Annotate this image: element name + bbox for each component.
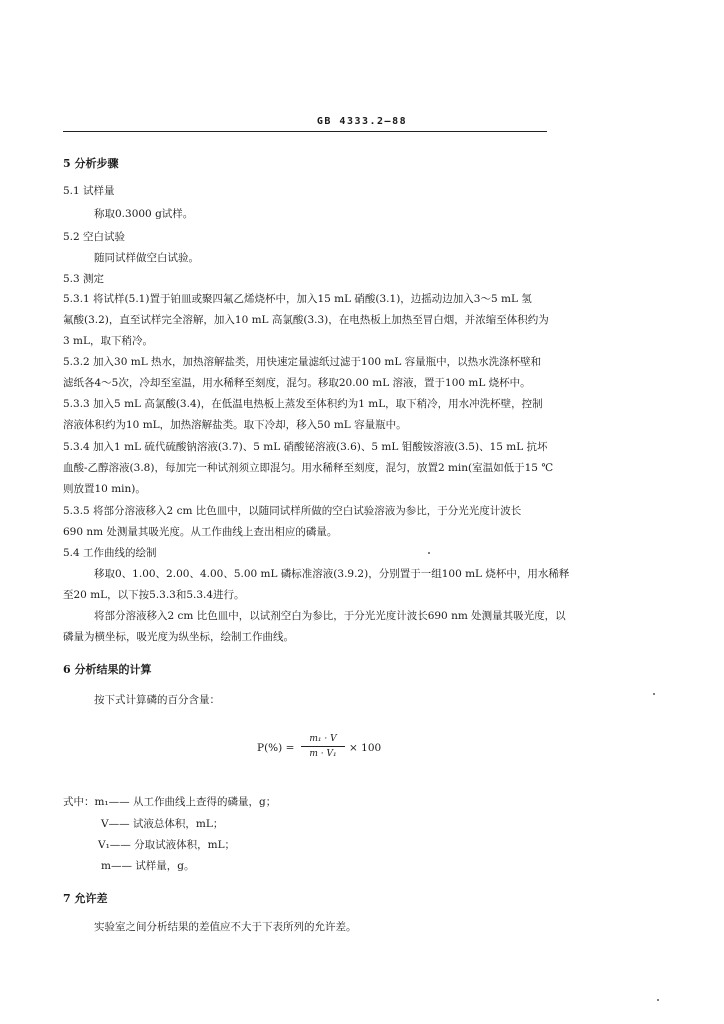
formula-numerator: m₁ · V — [309, 734, 337, 744]
section-5-3-1-line: 氟酸(3.2)，直至试样完全溶解，加入10 mL 高氯酸(3.3)，在电热板上加热至冒白烟，并浓缩至体积约为 — [63, 314, 549, 326]
formula-fraction — [301, 733, 345, 760]
formula-lhs: P(%) = — [257, 742, 295, 754]
section-5-3-2-line: 5.3.2 加入30 mL 热水，加热溶解盐类，用快速定量滤纸过滤于100 mL 容量瓶中，以热水洗涤杯壁和 — [63, 356, 542, 368]
section-7-title: 7 允许差 — [63, 892, 108, 905]
scan-speck — [653, 693, 655, 695]
standard-number-header: GB 4333.2—88 — [316, 116, 408, 127]
section-5-3-2-line: 滤纸各4～5次，冷却至室温，用水稀释至刻度，混匀。移取20.00 mL 溶液，置于100 mL 烧杯中。 — [63, 377, 531, 389]
section-5-4-para-2-line: 磷量为横坐标，吸光度为纵坐标，绘制工作曲线。 — [63, 631, 294, 643]
section-5-3-4-line: 5.3.4 加入1 mL 硫代硫酸钠溶液(3.7)、5 mL 硝酸铋溶液(3.6)、5 mL 钼酸铵溶液(3.5)、15 mL 抗坏 — [63, 441, 548, 453]
symbol-definition: V₁—— 分取试液体积，mL； — [98, 839, 236, 851]
section-6-title: 6 分析结果的计算 — [63, 663, 152, 676]
symbol-definition: 式中：m₁—— 从工作曲线上查得的磷量，g； — [63, 796, 277, 808]
scan-speck — [657, 999, 659, 1001]
section-5-2-title: 5.2 空白试验 — [63, 231, 126, 243]
section-5-4-para-1-line: 至20 mL，以下按5.3.3和5.3.4进行。 — [63, 589, 245, 601]
section-5-4-title: 5.4 工作曲线的绘制 — [63, 547, 157, 559]
section-5-1-title: 5.1 试样量 — [63, 185, 115, 197]
section-5-2-body: 随同试样做空白试验。 — [94, 252, 199, 264]
section-5-3-5-line: 5.3.5 将部分溶液移入2 cm 比色皿中，以随同试样所做的空白试验溶液为参比，于分光光度计波长 — [63, 505, 522, 517]
section-5-1-body: 称取0.3000 g试样。 — [94, 208, 194, 220]
fraction-bar — [301, 746, 345, 747]
section-5-3-4-line: 则放置10 min)。 — [63, 483, 146, 495]
section-5-4-para-2-line: 将部分溶液移入2 cm 比色皿中，以试剂空白为参比，于分光光度计波长690 nm 处测量其吸光度，以 — [94, 610, 566, 622]
section-5-3-5-line: 690 nm 处测量其吸光度。从工作曲线上查出相应的磷量。 — [63, 526, 338, 538]
formula-rhs: × 100 — [349, 742, 382, 754]
section-5-4-para-1-line: 移取0、1.00、2.00、4.00、5.00 mL 磷标准溶液(3.9.2)，分别置于一组100 mL 烧杯中，用水稀释 — [94, 568, 570, 580]
section-6-intro: 按下式计算磷的百分含量： — [94, 694, 220, 706]
symbol-definition: m—— 试样量，g。 — [101, 860, 195, 872]
header-rule — [63, 131, 547, 132]
section-5-3-3-line: 5.3.3 加入5 mL 高氯酸(3.4)，在低温电热板上蒸发至体积约为1 mL，取下稍冷，用水冲洗杯壁，控制 — [63, 398, 543, 410]
section-5-3-1-line: 3 mL，取下稍冷。 — [63, 335, 153, 347]
section-5-3-title: 5.3 测定 — [63, 273, 105, 285]
section-5-3-3-line: 溶液体积约为10 mL，加热溶解盐类。取下冷却，移入50 mL 容量瓶中。 — [63, 419, 407, 431]
section-7-body: 实验室之间分析结果的差值应不大于下表所列的允许差。 — [94, 921, 357, 933]
section-5-3-4-line: 血酸-乙醇溶液(3.8)，每加完一种试剂须立即混匀。用水稀释至刻度，混匀，放置2 min(室温如低于15 ℃ — [63, 462, 554, 474]
symbol-definition: V—— 试液总体积，mL； — [101, 818, 224, 830]
section-5-3-1-line: 5.3.1 将试样(5.1)置于铂皿或聚四氟乙烯烧杯中，加入15 mL 硝酸(3.1)，边摇动边加入3～5 mL 氢 — [63, 293, 532, 305]
scan-speck — [428, 552, 430, 554]
formula-denominator: m · V₁ — [309, 749, 337, 759]
section-5-title: 5 分析步骤 — [63, 157, 119, 170]
